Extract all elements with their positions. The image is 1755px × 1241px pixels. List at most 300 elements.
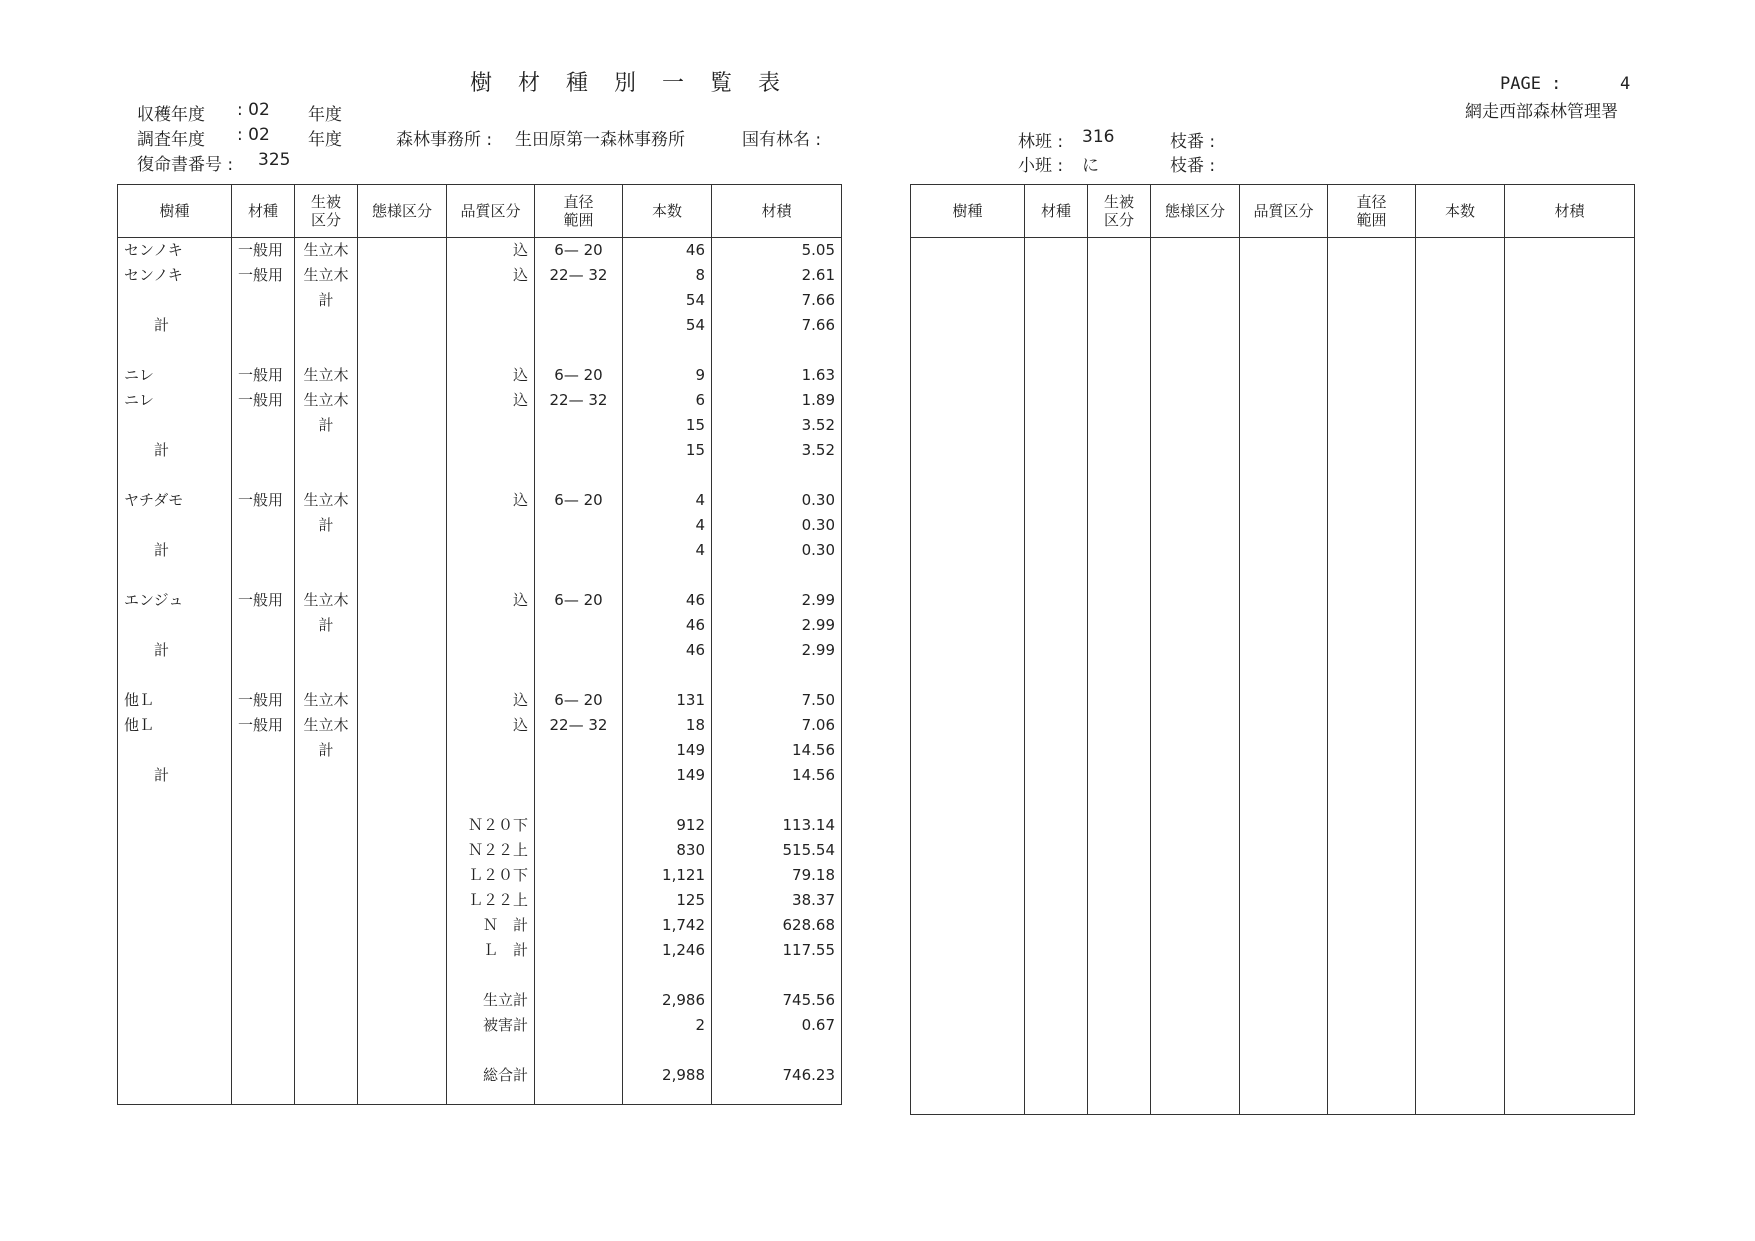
cell-count — [623, 1038, 712, 1063]
cell-condition — [358, 488, 447, 513]
cell-volume: 0.30 — [712, 513, 842, 538]
cell-material — [232, 813, 295, 838]
cell-quality: 込 — [447, 263, 535, 288]
cell-material: 一般用 — [232, 713, 295, 738]
cell-species: ヤチダモ — [118, 488, 232, 513]
cell-quality: 込 — [447, 588, 535, 613]
cell-quality — [447, 438, 535, 463]
cell-volume: 113.14 — [712, 813, 842, 838]
blank-row — [911, 238, 1635, 1115]
harvest-year-unit: 年度 — [308, 105, 342, 125]
cell-condition — [358, 538, 447, 563]
cell-species: 計 — [118, 763, 232, 788]
table-row — [118, 438, 842, 463]
page-title: 樹 材 種 別 一 覧 表 — [470, 71, 783, 96]
cell-living — [295, 438, 358, 463]
cell-condition — [358, 913, 447, 938]
cell-species: 計 — [118, 438, 232, 463]
cell-species: 他Ｌ — [118, 688, 232, 713]
cell-quality — [447, 738, 535, 763]
cell-count: 149 — [623, 738, 712, 763]
cell-diameter — [535, 413, 623, 438]
table-row — [118, 738, 842, 763]
cell-material: 一般用 — [232, 388, 295, 413]
cell-material — [232, 938, 295, 963]
cell-volume: 3.52 — [712, 438, 842, 463]
cell-diameter — [535, 938, 623, 963]
cell-diameter: 22— 32 — [535, 388, 623, 413]
cell-condition — [358, 738, 447, 763]
cell-material: 一般用 — [232, 488, 295, 513]
cell-quality — [447, 663, 535, 688]
cell-species — [118, 988, 232, 1013]
cell-diameter — [535, 563, 623, 588]
cell-volume — [712, 963, 842, 988]
cell-diameter — [535, 438, 623, 463]
cell-count: 46 — [623, 638, 712, 663]
blank-row — [118, 1088, 842, 1105]
cell-volume: 515.54 — [712, 838, 842, 863]
cell-material — [232, 513, 295, 538]
cell-diameter — [535, 988, 623, 1013]
cell-condition — [358, 613, 447, 638]
table-row — [118, 563, 842, 588]
cell-quality: 込 — [447, 238, 535, 264]
cell-count: 6 — [623, 388, 712, 413]
cell-count: 46 — [623, 613, 712, 638]
cell-quality — [447, 338, 535, 363]
cell-condition — [358, 313, 447, 338]
cell-species: センノキ — [118, 263, 232, 288]
report-no-label: 復命書番号 : — [137, 155, 234, 175]
cell-volume — [712, 788, 842, 813]
cell-quality: Ｌ２０下 — [447, 863, 535, 888]
col-header-living: 生被 区分 — [295, 185, 358, 238]
cell-material — [232, 638, 295, 663]
cell-count: 4 — [623, 513, 712, 538]
page-number: 4 — [1620, 74, 1631, 94]
cell-species — [118, 938, 232, 963]
cell-count: 4 — [623, 538, 712, 563]
forest-office-label: 森林事務所 : — [396, 130, 493, 150]
col-header-diameter: 直径 範囲 — [535, 185, 623, 238]
cell-quality: 被害計 — [447, 1013, 535, 1038]
cell-count — [623, 963, 712, 988]
cell-volume — [712, 338, 842, 363]
cell-species — [118, 613, 232, 638]
cell-condition — [358, 988, 447, 1013]
col-header-count: 本数 — [1416, 185, 1505, 238]
cell-material: 一般用 — [232, 263, 295, 288]
cell-volume: 1.63 — [712, 363, 842, 388]
cell-condition — [358, 638, 447, 663]
cell-material — [232, 863, 295, 888]
table-row — [118, 238, 842, 264]
cell-diameter: 6— 20 — [535, 363, 623, 388]
cell-condition — [358, 788, 447, 813]
cell-material: 一般用 — [232, 588, 295, 613]
cell-quality — [447, 788, 535, 813]
cell-condition — [358, 463, 447, 488]
col-header-material: 材種 — [232, 185, 295, 238]
cell-volume: 7.50 — [712, 688, 842, 713]
cell-diameter: 6— 20 — [535, 588, 623, 613]
table-row — [118, 663, 842, 688]
cell-material — [232, 838, 295, 863]
cell-material — [232, 788, 295, 813]
cell-volume: 1.89 — [712, 388, 842, 413]
cell-quality — [447, 463, 535, 488]
table-row — [118, 613, 842, 638]
cell-count: 46 — [623, 238, 712, 264]
cell-material — [232, 338, 295, 363]
cell-diameter — [535, 863, 623, 888]
cell-species — [118, 963, 232, 988]
cell-living — [295, 1038, 358, 1063]
cell-living: 計 — [295, 738, 358, 763]
cell-diameter — [535, 338, 623, 363]
cell-count: 54 — [623, 288, 712, 313]
cell-material — [232, 988, 295, 1013]
table-row — [118, 513, 842, 538]
cell-quality: 込 — [447, 488, 535, 513]
survey-year-unit: 年度 — [308, 130, 342, 150]
cell-volume: 14.56 — [712, 738, 842, 763]
cell-quality — [447, 638, 535, 663]
col-header-quality: 品質区分 — [447, 185, 535, 238]
cell-species: 計 — [118, 638, 232, 663]
cell-species — [118, 563, 232, 588]
cell-species — [118, 838, 232, 863]
cell-material — [232, 763, 295, 788]
cell-condition — [358, 288, 447, 313]
cell-count: 8 — [623, 263, 712, 288]
cell-quality: 生立計 — [447, 988, 535, 1013]
cell-living — [295, 638, 358, 663]
rinpan-label: 林班 : — [1018, 132, 1064, 152]
cell-material: 一般用 — [232, 688, 295, 713]
cell-volume: 2.99 — [712, 638, 842, 663]
cell-volume: 2.99 — [712, 613, 842, 638]
col-header-species: 樹種 — [911, 185, 1025, 238]
cell-living — [295, 1013, 358, 1038]
cell-diameter — [535, 813, 623, 838]
cell-material — [232, 1013, 295, 1038]
cell-species: 計 — [118, 538, 232, 563]
cell-volume: 117.55 — [712, 938, 842, 963]
table-row — [118, 863, 842, 888]
cell-living — [295, 538, 358, 563]
cell-living: 生立木 — [295, 263, 358, 288]
cell-living — [295, 313, 358, 338]
cell-quality: 総合計 — [447, 1063, 535, 1088]
cell-species: 他Ｌ — [118, 713, 232, 738]
cell-volume: 3.52 — [712, 413, 842, 438]
table-row — [118, 688, 842, 713]
cell-diameter — [535, 538, 623, 563]
cell-quality: 込 — [447, 688, 535, 713]
cell-living — [295, 463, 358, 488]
cell-count: 1,742 — [623, 913, 712, 938]
rinpan-value: 316 — [1082, 127, 1115, 147]
table-row — [118, 763, 842, 788]
cell-species — [118, 813, 232, 838]
cell-living: 生立木 — [295, 713, 358, 738]
cell-material — [232, 663, 295, 688]
cell-diameter — [535, 788, 623, 813]
cell-diameter — [535, 1038, 623, 1063]
col-header-count: 本数 — [623, 185, 712, 238]
cell-living — [295, 963, 358, 988]
cell-species — [118, 863, 232, 888]
cell-living — [295, 563, 358, 588]
cell-count — [623, 338, 712, 363]
cell-condition — [358, 713, 447, 738]
table-row — [118, 888, 842, 913]
cell-material — [232, 1038, 295, 1063]
cell-count: 131 — [623, 688, 712, 713]
cell-material — [232, 913, 295, 938]
cell-material — [232, 738, 295, 763]
cell-material — [232, 463, 295, 488]
cell-species: 計 — [118, 313, 232, 338]
cell-material — [232, 288, 295, 313]
cell-species — [118, 513, 232, 538]
cell-species: ニレ — [118, 388, 232, 413]
cell-living: 生立木 — [295, 238, 358, 264]
cell-quality — [447, 538, 535, 563]
cell-living: 計 — [295, 288, 358, 313]
cell-count: 46 — [623, 588, 712, 613]
cell-species — [118, 1013, 232, 1038]
cell-count: 1,246 — [623, 938, 712, 963]
cell-volume: 745.56 — [712, 988, 842, 1013]
cell-quality — [447, 763, 535, 788]
cell-count: 2 — [623, 1013, 712, 1038]
table-row — [118, 713, 842, 738]
cell-material — [232, 538, 295, 563]
cell-volume — [712, 663, 842, 688]
cell-quality — [447, 288, 535, 313]
table-header-row — [118, 185, 842, 238]
col-header-condition: 態様区分 — [358, 185, 447, 238]
table-row — [118, 638, 842, 663]
cell-quality: Ｌ 計 — [447, 938, 535, 963]
cell-species — [118, 888, 232, 913]
cell-condition — [358, 338, 447, 363]
cell-volume: 2.61 — [712, 263, 842, 288]
cell-condition — [358, 688, 447, 713]
cell-living — [295, 788, 358, 813]
cell-condition — [358, 1038, 447, 1063]
harvest-year-label: 収穫年度 — [137, 105, 205, 125]
cell-volume: 38.37 — [712, 888, 842, 913]
cell-living — [295, 988, 358, 1013]
cell-diameter — [535, 913, 623, 938]
cell-living: 計 — [295, 613, 358, 638]
cell-material — [232, 313, 295, 338]
cell-material — [232, 438, 295, 463]
cell-living: 計 — [295, 413, 358, 438]
cell-count — [623, 663, 712, 688]
cell-material — [232, 413, 295, 438]
cell-count: 912 — [623, 813, 712, 838]
cell-condition — [358, 388, 447, 413]
cell-species — [118, 1038, 232, 1063]
table-row — [118, 963, 842, 988]
national-forest-label: 国有林名 : — [742, 130, 822, 150]
cell-living: 計 — [295, 513, 358, 538]
col-header-volume: 材積 — [1505, 185, 1635, 238]
cell-condition — [358, 863, 447, 888]
cell-material — [232, 963, 295, 988]
table-row — [118, 1013, 842, 1038]
table-row — [118, 988, 842, 1013]
cell-living: 生立木 — [295, 388, 358, 413]
cell-material — [232, 888, 295, 913]
cell-species: ニレ — [118, 363, 232, 388]
cell-quality: Ｎ 計 — [447, 913, 535, 938]
cell-diameter: 6— 20 — [535, 238, 623, 264]
cell-count — [623, 563, 712, 588]
cell-volume: 0.30 — [712, 488, 842, 513]
shohan-value: に — [1082, 156, 1099, 176]
cell-living — [295, 338, 358, 363]
col-header-diameter: 直径 範囲 — [1328, 185, 1416, 238]
table-row — [118, 463, 842, 488]
eda2-label: 枝番 : — [1170, 156, 1216, 176]
table-row — [118, 588, 842, 613]
cell-count — [623, 463, 712, 488]
cell-diameter: 6— 20 — [535, 688, 623, 713]
cell-condition — [358, 588, 447, 613]
cell-quality: 込 — [447, 363, 535, 388]
cell-count: 54 — [623, 313, 712, 338]
table-row — [118, 363, 842, 388]
cell-diameter — [535, 613, 623, 638]
cell-quality: Ｎ２２上 — [447, 838, 535, 863]
cell-condition — [358, 513, 447, 538]
cell-species — [118, 663, 232, 688]
cell-species — [118, 913, 232, 938]
cell-quality: Ｌ２２上 — [447, 888, 535, 913]
cell-condition — [358, 438, 447, 463]
table-row — [118, 813, 842, 838]
cell-quality: Ｎ２０下 — [447, 813, 535, 838]
col-header-condition: 態様区分 — [1151, 185, 1240, 238]
eda1-label: 枝番 : — [1170, 132, 1216, 152]
cell-diameter — [535, 963, 623, 988]
cell-living: 生立木 — [295, 588, 358, 613]
cell-count: 125 — [623, 888, 712, 913]
table-row — [118, 388, 842, 413]
office-name: 網走西部森林管理署 — [1465, 102, 1618, 122]
survey-year-value: : 02 — [237, 125, 270, 145]
report-no-value: 325 — [258, 150, 291, 170]
cell-material — [232, 563, 295, 588]
table-header-row — [911, 185, 1635, 238]
table-row — [118, 838, 842, 863]
col-header-material: 材種 — [1025, 185, 1088, 238]
cell-condition — [358, 413, 447, 438]
cell-count: 18 — [623, 713, 712, 738]
cell-volume — [712, 1038, 842, 1063]
harvest-year-value: : 02 — [237, 100, 270, 120]
table-row — [118, 338, 842, 363]
cell-quality — [447, 513, 535, 538]
table-row — [118, 788, 842, 813]
cell-count: 15 — [623, 438, 712, 463]
cell-species: センノキ — [118, 238, 232, 264]
cell-quality — [447, 313, 535, 338]
cell-diameter: 6— 20 — [535, 488, 623, 513]
cell-condition — [358, 663, 447, 688]
cell-volume: 0.67 — [712, 1013, 842, 1038]
cell-condition — [358, 1013, 447, 1038]
page-label: PAGE : — [1500, 74, 1562, 94]
cell-condition — [358, 1063, 447, 1088]
cell-diameter: 22— 32 — [535, 713, 623, 738]
cell-living — [295, 663, 358, 688]
cell-living — [295, 763, 358, 788]
cell-diameter — [535, 738, 623, 763]
cell-diameter — [535, 1063, 623, 1088]
shohan-label: 小班 : — [1018, 156, 1064, 176]
cell-condition — [358, 363, 447, 388]
species-table — [117, 184, 842, 1105]
cell-diameter — [535, 1013, 623, 1038]
cell-volume: 5.05 — [712, 238, 842, 264]
cell-living: 生立木 — [295, 688, 358, 713]
table-row — [118, 913, 842, 938]
cell-count: 4 — [623, 488, 712, 513]
cell-living — [295, 938, 358, 963]
cell-condition — [358, 938, 447, 963]
cell-diameter — [535, 513, 623, 538]
table-row — [118, 1063, 842, 1088]
table-row — [118, 413, 842, 438]
cell-quality — [447, 413, 535, 438]
cell-condition — [358, 813, 447, 838]
cell-diameter — [535, 313, 623, 338]
cell-volume: 0.30 — [712, 538, 842, 563]
cell-condition — [358, 763, 447, 788]
cell-living — [295, 838, 358, 863]
cell-quality — [447, 563, 535, 588]
cell-volume: 7.66 — [712, 313, 842, 338]
cell-volume: 7.06 — [712, 713, 842, 738]
table-row — [118, 538, 842, 563]
cell-volume — [712, 463, 842, 488]
table-row — [118, 488, 842, 513]
cell-volume: 7.66 — [712, 288, 842, 313]
cell-species: エンジュ — [118, 588, 232, 613]
cell-volume: 628.68 — [712, 913, 842, 938]
table-row — [118, 263, 842, 288]
cell-living: 生立木 — [295, 488, 358, 513]
survey-year-label: 調査年度 — [137, 130, 205, 150]
cell-volume: 2.99 — [712, 588, 842, 613]
cell-material — [232, 1063, 295, 1088]
cell-diameter — [535, 463, 623, 488]
cell-species — [118, 288, 232, 313]
forest-office-value: 生田原第一森林事務所 — [515, 130, 685, 150]
cell-material: 一般用 — [232, 363, 295, 388]
cell-quality — [447, 1038, 535, 1063]
cell-species — [118, 1063, 232, 1088]
cell-living — [295, 888, 358, 913]
cell-condition — [358, 238, 447, 264]
